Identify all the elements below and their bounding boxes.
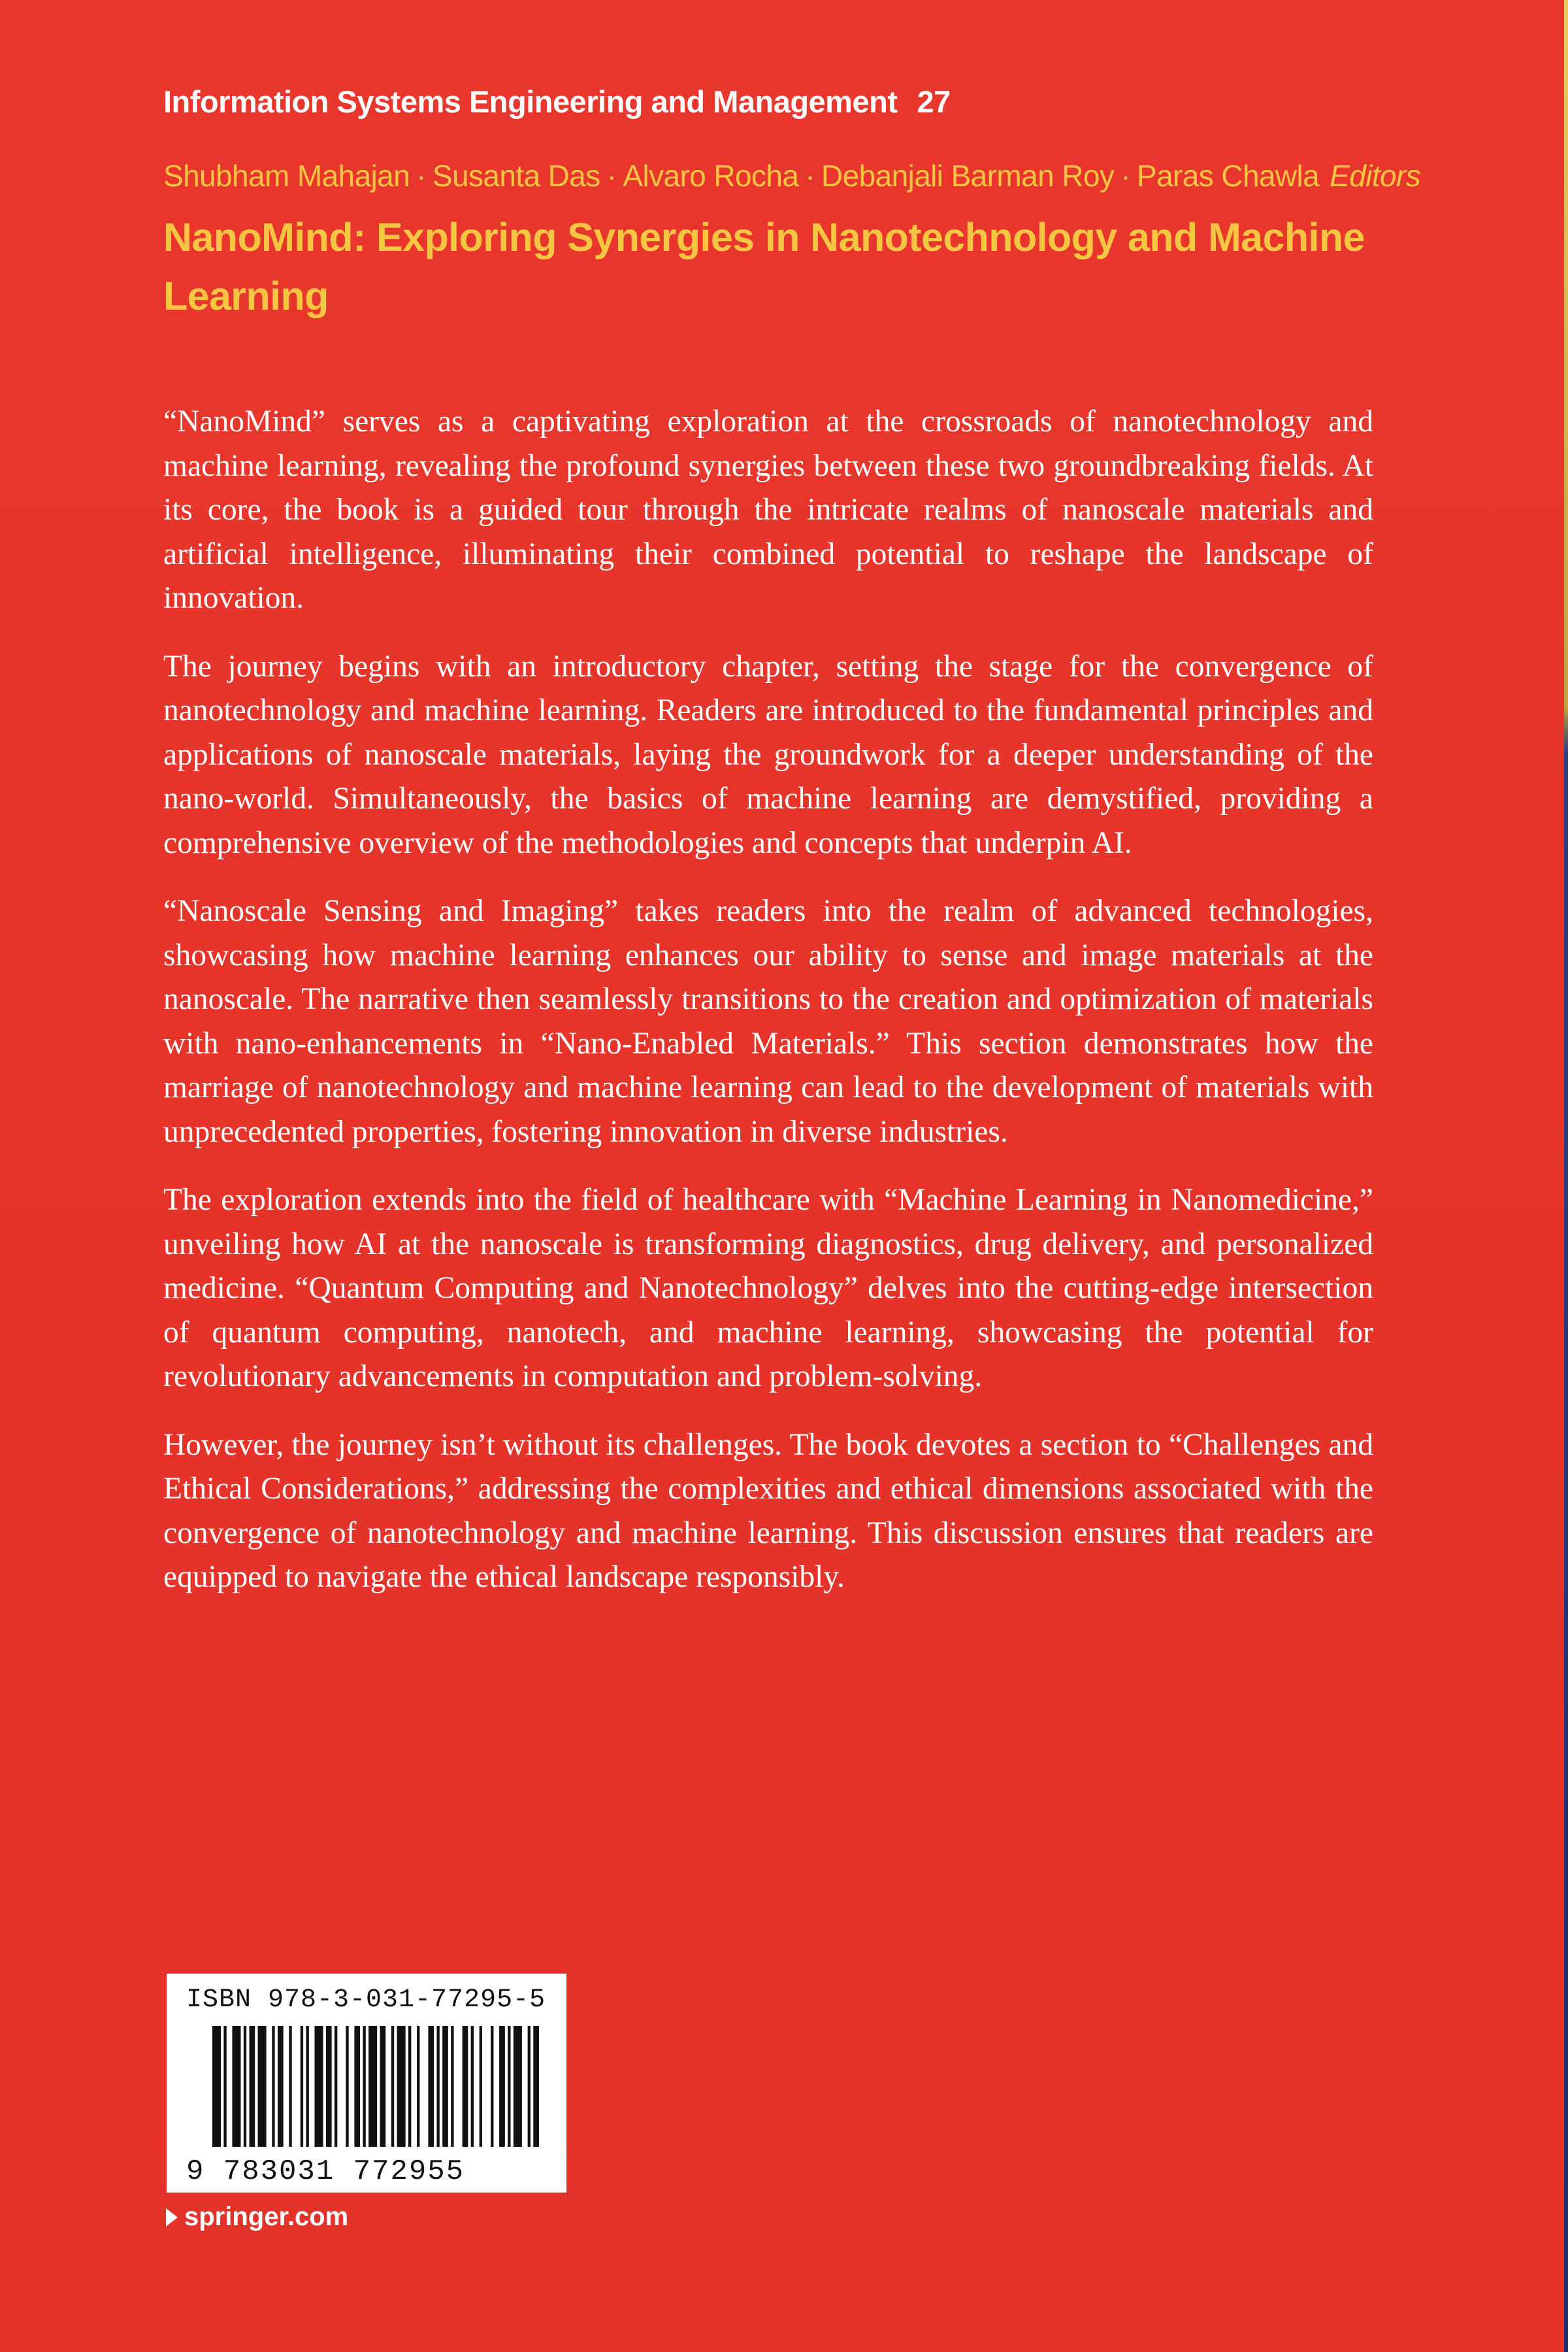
barcode-bar [244, 2026, 246, 2147]
barcode-digits: 9 783031 772955 [186, 2155, 465, 2188]
barcode-bar [258, 2026, 267, 2147]
barcode-bar [346, 2026, 348, 2147]
barcode-bar [212, 2026, 221, 2147]
blurb-paragraph: The journey begins with an introductory chapter, setting the stage for the convergence of nanotechnology and machine learning. Readers are introduced to the fundamental principles and applications of nanoscale materials, laying the groundwork for a deeper understanding of the nano-world. Simultaneously, the basics of machine learning are demystified, providing a comprehensive overview of the methodologies and concepts that underpin AI. [163, 649, 1373, 860]
barcode-bar [272, 2026, 274, 2147]
editor-separator: · [1120, 159, 1130, 193]
editor-name: Susanta Das [432, 159, 600, 193]
triangle-right-icon [166, 2208, 178, 2227]
barcode-bar [250, 2026, 255, 2147]
editors-line [163, 158, 1420, 193]
editor-name: Shubham Mahajan [163, 159, 410, 193]
series-name: Information Systems Engineering and Management [163, 84, 898, 119]
barcode-bar [528, 2026, 531, 2147]
barcode-bar [315, 2026, 323, 2147]
barcode-bar [442, 2026, 448, 2147]
book-title: NanoMind: Exploring Synergies in Nanotechnology and Machine Learning [163, 215, 1365, 318]
blurb-paragraph: However, the journey isn’t without its challenges. The book devotes a section to “Challenges and Ethical Considerations,” addressing the complexities and ethical dimensions associated with the convergence of nanotechnology and machine learning. This discussion ensures that readers are equipped to navigate the ethical landscape responsibly. [163, 1427, 1373, 1594]
barcode-bar [354, 2026, 360, 2147]
series-line [163, 84, 951, 120]
barcode-bar [363, 2026, 365, 2147]
barcode-bar [326, 2026, 332, 2147]
barcode-bar [232, 2026, 240, 2147]
series-number: 27 [917, 84, 951, 119]
blurb-paragraph: “NanoMind” serves as a captivating exploration at the crossroads of nanotechnology and machine learning, revealing the profound synergies between these two groundbreaking fields. At its core, the book is a guided tour through the intricate realms of nanoscale materials and artificial intelligence, illuminating their combined potential to reshape the landscape of innovation. [163, 405, 1373, 615]
barcode-bar [397, 2026, 406, 2147]
barcode-bar [301, 2026, 303, 2147]
blurb [163, 400, 1373, 1624]
editor-name: Alvaro Rocha [623, 159, 799, 193]
publisher-link[interactable] [166, 2202, 348, 2232]
barcode-bar [499, 2026, 505, 2147]
editor-name: Paras Chawla [1136, 159, 1320, 193]
barcode-bar [508, 2026, 510, 2147]
blurb-paragraph: The exploration extends into the field of healthcare with “Machine Learning in Nanomedicine,” unveiling how AI at the nanoscale is transforming diagnostics, drug delivery, and personalized medicine. “Quantum Computing and Nanotechnology” delves into the cutting-edge intersection of quantum computing, nanotech, and machine learning, showcasing the potential for revolutionary advancements in computation and problem-solving. [163, 1183, 1373, 1393]
barcode-bar [380, 2026, 386, 2147]
editor-separator: · [606, 159, 617, 193]
barcode-bar [471, 2026, 474, 2147]
barcode-bar [463, 2026, 468, 2147]
barcode-bar [391, 2026, 394, 2147]
editor-separator: · [805, 159, 815, 193]
barcode-bar [223, 2026, 226, 2147]
editor-name: Debanjali Barman Roy [821, 159, 1115, 193]
publisher-url: springer.com [184, 2202, 349, 2231]
editors-role: Editors [1330, 159, 1421, 193]
barcode-bar [491, 2026, 493, 2147]
barcode-bar [408, 2026, 411, 2147]
barcode-bar [436, 2026, 439, 2147]
barcode-bar [368, 2026, 377, 2147]
barcode-bar [451, 2026, 453, 2147]
barcode-bar [289, 2026, 291, 2147]
isbn-barcode [167, 1974, 566, 2193]
barcode-bar [417, 2026, 419, 2147]
barcode-bar [533, 2026, 539, 2147]
cover-edge [1564, 0, 1568, 2352]
isbn-label: ISBN 978-3-031-77295-5 [186, 1985, 546, 2015]
barcode-bar [306, 2026, 308, 2147]
barcode-bar [335, 2026, 337, 2147]
barcode-bars [212, 2026, 539, 2163]
editor-separator: · [416, 159, 426, 193]
barcode-bar [278, 2026, 284, 2147]
blurb-paragraph: “Nanoscale Sensing and Imaging” takes readers into the realm of advanced technologies, showcasing how machine learning enhances our ability to sense and image materials at the nanoscale. The narrative then seamlessly transitions to the creation and optimization of materials with nano-enhancements in “Nano-Enabled Materials.” This section demonstrates how the marriage of nanotechnology and machine learning can lead to the development of materials with unprecedented properties, fostering innovation in diverse industries. [163, 894, 1373, 1149]
barcode-bar [480, 2026, 482, 2147]
barcode-bar [514, 2026, 522, 2147]
barcode-bar [428, 2026, 434, 2147]
